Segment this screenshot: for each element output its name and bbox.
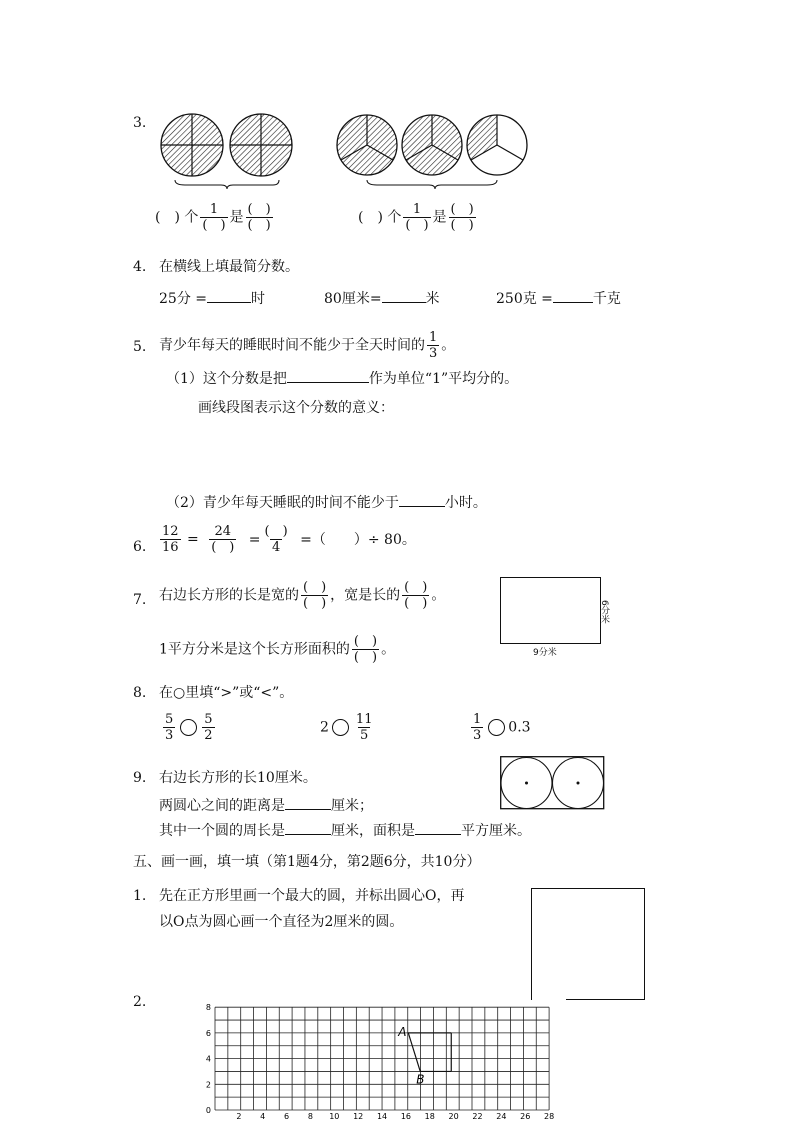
- q7-line2: 1平方分米是这个长方形面积的 $\frac{( )}{( )}$ 。: [159, 634, 396, 665]
- answer-blank[interactable]: [399, 492, 445, 507]
- q9-rectangle-circles: [500, 756, 606, 811]
- q4-item-3: 250克 = 千克: [496, 288, 621, 309]
- y-tick-label: 6: [205, 1028, 211, 1038]
- x-tick-label: 16: [400, 1112, 412, 1121]
- q8-prompt: 在○里填“>”或“<”。: [159, 685, 294, 701]
- y-tick-label: 8: [205, 1003, 211, 1013]
- q3-left-fill: ( ) 个 $\frac{1}{( )}$ 是 $\frac{( )}{( )}$: [155, 202, 271, 233]
- third-circle-2: [402, 115, 462, 175]
- circle-center-dot: [525, 782, 528, 785]
- answer-blank[interactable]: [207, 288, 251, 303]
- q7-rectangle: [500, 577, 601, 644]
- answer-blank[interactable]: [382, 288, 426, 303]
- answer-fraction[interactable]: $\frac{( )}{( )}$: [450, 202, 474, 233]
- q9-number: 9.: [133, 770, 147, 786]
- answer-blank[interactable]: [285, 820, 331, 835]
- y-tick-label: 0: [205, 1106, 211, 1115]
- quarter-circle-2: [230, 114, 292, 176]
- fraction: $\frac{1}{( )}$: [202, 202, 226, 233]
- answer-blank[interactable]: [553, 288, 593, 303]
- q7-line1: 右边长方形的长是宽的 $\frac{( )}{( )}$ ，宽是长的 $\frac{( )}{( )}$ 。: [159, 580, 446, 611]
- third-circle-3: [467, 115, 527, 175]
- q5-sub2: （2）青少年每天睡眠的时间不能少于 小时。: [166, 492, 487, 513]
- compare-circle[interactable]: [180, 719, 197, 736]
- x-tick-label: 4: [260, 1112, 266, 1121]
- coordinate-grid[interactable]: [198, 1000, 562, 1122]
- x-tick-label: 22: [472, 1112, 483, 1121]
- x-tick-label: 10: [329, 1112, 340, 1121]
- fraction-one-third: $\frac{1}{3}$: [429, 330, 438, 361]
- compare-circle[interactable]: [488, 719, 505, 736]
- q8-pair-2: 2 $\frac{11}{5}$: [320, 712, 373, 743]
- drawing-square[interactable]: [531, 888, 645, 1000]
- answer-blank[interactable]: [285, 795, 331, 810]
- point-b-label: B: [416, 1072, 425, 1087]
- q7-width-label: 9分米: [533, 648, 557, 658]
- q3-left-circles: [155, 110, 305, 190]
- section5-q1-number: 1.: [133, 888, 147, 904]
- q3-number: 3.: [133, 115, 147, 131]
- q4-prompt: 在横线上填最简分数。: [159, 259, 299, 275]
- q8-pair-1: $\frac{5}{3}$ $\frac{5}{2}$: [165, 712, 213, 743]
- x-tick-label: 18: [424, 1112, 435, 1121]
- answer-fraction[interactable]: $\frac{( )}{( )}$: [303, 580, 327, 611]
- section5-q1-line1: 先在正方形里画一个最大的圆，并标出圆心O，再: [159, 888, 465, 904]
- x-tick-label: 12: [353, 1112, 364, 1121]
- answer-blank[interactable]: [415, 820, 461, 835]
- q9-line2: 两圆心之间的距离是 厘米；: [159, 795, 373, 816]
- q5-prompt: 青少年每天的睡眠时间不能少于全天时间的 $\frac{1}{3}$ 。: [159, 330, 456, 361]
- q4-number: 4.: [133, 259, 147, 275]
- x-tick-label: 2: [236, 1112, 242, 1121]
- fraction: $\frac{1}{( )}$: [405, 202, 429, 233]
- section5-q2-number: 2.: [133, 994, 147, 1010]
- x-tick-label: 24: [496, 1112, 507, 1121]
- point-a-label: A: [398, 1024, 407, 1039]
- x-tick-label: 28: [544, 1112, 555, 1121]
- answer-fraction[interactable]: $\frac{( )}{( )}$: [247, 202, 271, 233]
- x-tick-label: 26: [520, 1112, 531, 1121]
- section5-q1-line2: 以O点为圆心画一个直径为2厘米的圆。: [159, 914, 404, 930]
- drawing-square-bottom: [566, 999, 645, 1000]
- q4-item-1: 25分 = 时: [159, 288, 265, 309]
- q9-line3: 其中一个圆的周长是 厘米，面积是 平方厘米。: [159, 820, 531, 841]
- blank-paren[interactable]: ( ): [155, 209, 180, 226]
- y-tick-label: 2: [205, 1080, 211, 1090]
- q5-number: 5.: [133, 339, 147, 355]
- blank-paren[interactable]: ( ): [358, 209, 383, 226]
- q8-pair-3: $\frac{1}{3}$ 0.3: [473, 712, 531, 743]
- q6-number: 6.: [133, 539, 147, 555]
- q3-right-fill: ( ) 个 $\frac{1}{( )}$ 是 $\frac{( )}{( )}$: [358, 202, 474, 233]
- q4-item-2: 80厘米= 米: [324, 288, 440, 309]
- q9-line1: 右边长方形的长10厘米。: [159, 770, 317, 786]
- quarter-circle-1: [161, 114, 223, 176]
- q8-number: 8.: [133, 685, 147, 701]
- circle-center-dot: [577, 782, 580, 785]
- answer-fraction[interactable]: $\frac{( )}{( )}$: [404, 580, 428, 611]
- answer-blank[interactable]: [287, 368, 369, 383]
- third-circle-1: [337, 115, 397, 175]
- q6-equation: $\frac{12}{16}$ = $\frac{24}{( )}$ = $\frac{( )}{4}$ =（ ）÷ 80。: [162, 524, 416, 555]
- answer-fraction[interactable]: $\frac{( )}{( )}$: [353, 634, 378, 665]
- x-tick-label: 6: [284, 1112, 290, 1121]
- x-tick-label: 14: [376, 1112, 388, 1121]
- section5-title: 五、画一画，填一填（第1题4分，第2题6分，共10分）: [133, 854, 481, 870]
- x-tick-label: 8: [307, 1112, 314, 1121]
- q7-height-label: 6分米: [599, 600, 609, 624]
- compare-circle[interactable]: [332, 719, 349, 736]
- y-tick-label: 4: [205, 1054, 211, 1064]
- q5-sub1-instruction: 画线段图表示这个分数的意义：: [198, 400, 394, 416]
- q7-number: 7.: [133, 592, 147, 608]
- q5-sub1: （1）这个分数是把 作为单位“1”平均分的。: [166, 368, 518, 389]
- trapezoid-shape: [408, 1033, 451, 1072]
- x-tick-label: 20: [448, 1112, 459, 1121]
- q3-right-circles: [333, 110, 538, 190]
